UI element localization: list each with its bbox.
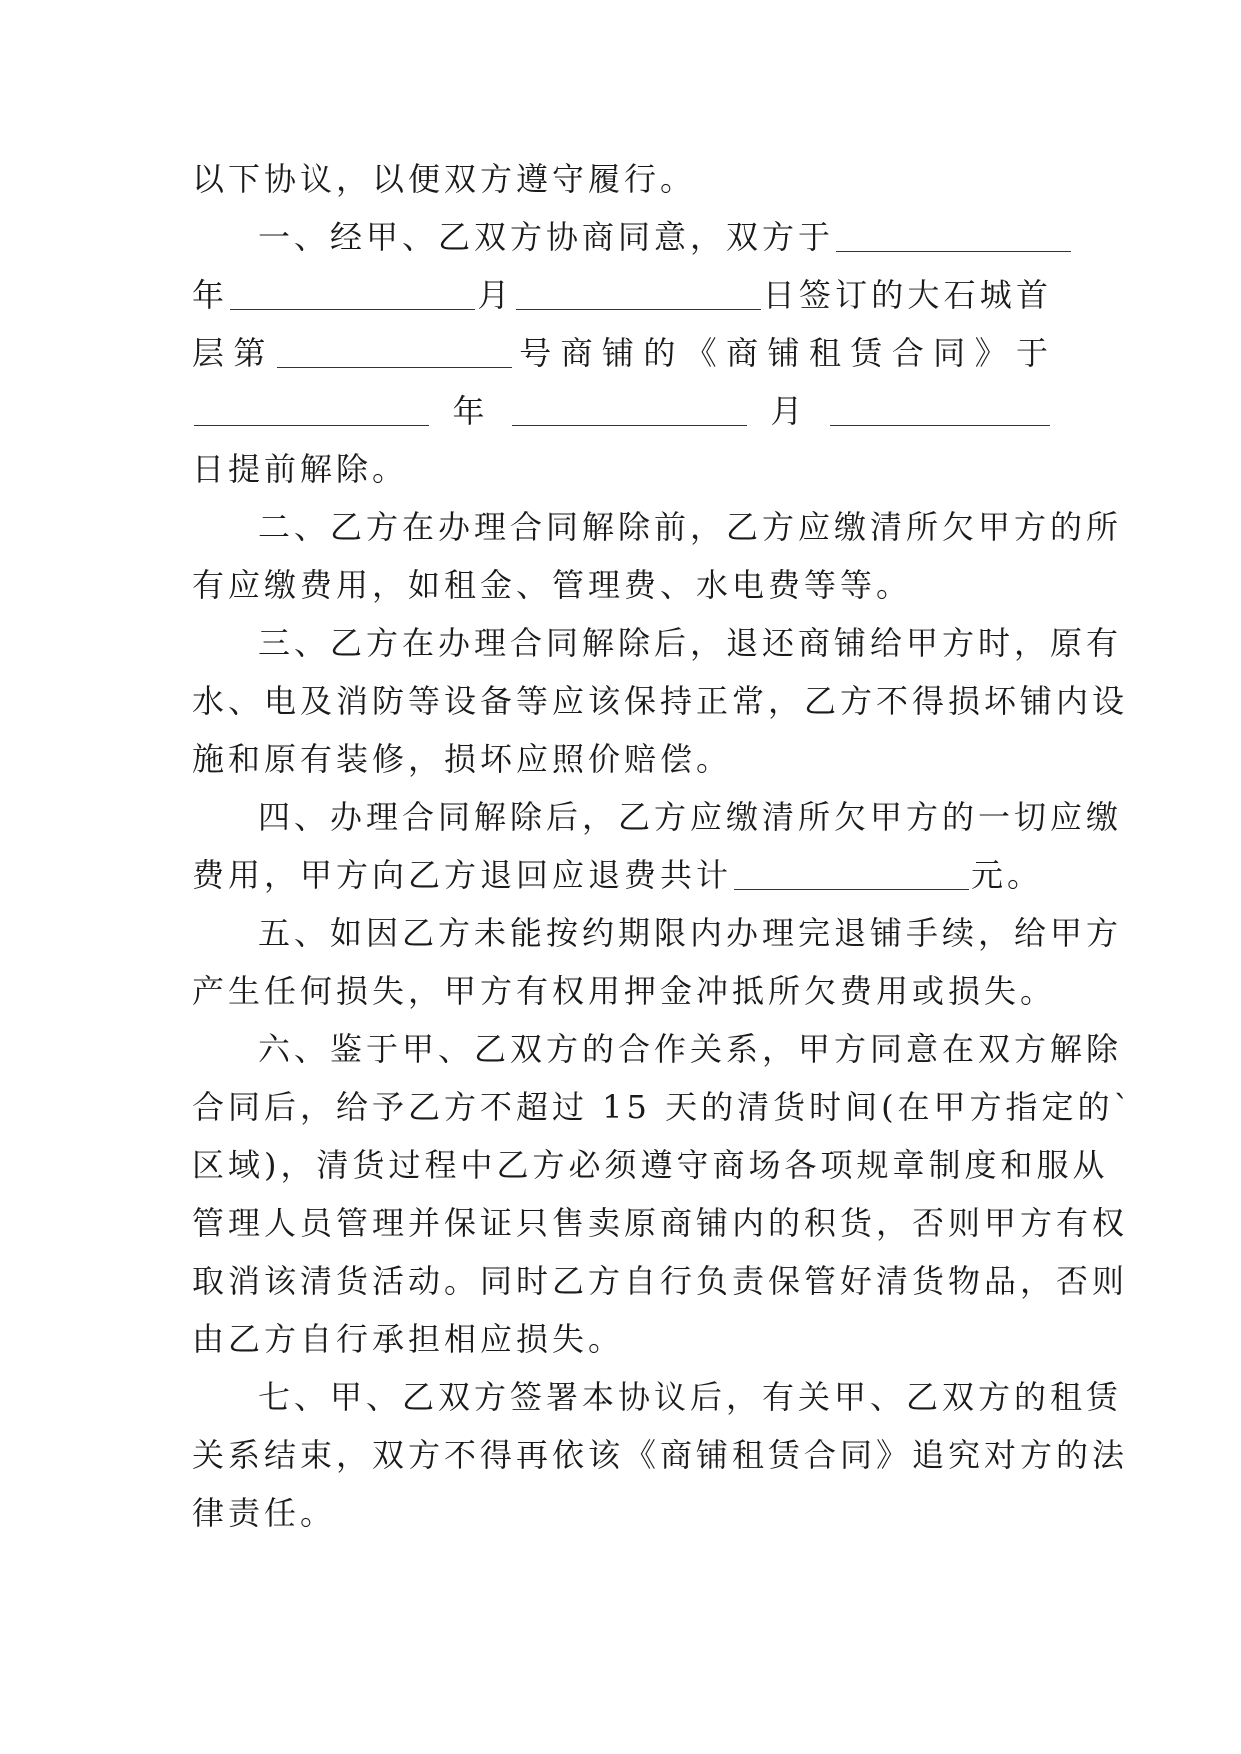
clause6-text-1: 六、鉴于甲、乙双方的合作关系，甲方同意在双方解除 bbox=[258, 1030, 1123, 1068]
blank-end-year-field[interactable] bbox=[194, 393, 429, 426]
clause1-line5 bbox=[192, 440, 1052, 498]
clause6-text-4: 管理人员管理并保证只售卖原商铺内的积货，否则甲方有权 bbox=[192, 1204, 1129, 1242]
clause6-line1 bbox=[192, 1020, 1123, 1078]
clause6-line4 bbox=[192, 1194, 1129, 1252]
year-label: 年 bbox=[192, 276, 229, 314]
day-label-text: 日签订的大石城首 bbox=[762, 276, 1052, 314]
clause5-text-1: 五、如因乙方未能按约期限内办理完退铺手续，给甲方 bbox=[258, 914, 1123, 952]
blank-end-day-field[interactable] bbox=[830, 393, 1050, 426]
clause6-text-6: 由乙方自行承担相应损失。 bbox=[192, 1320, 625, 1358]
clause4-line2 bbox=[192, 846, 1052, 904]
clause4-text-2: 费用，甲方向乙方退回应退费共计 bbox=[192, 856, 733, 894]
clause6-line3 bbox=[192, 1136, 1109, 1194]
clause5-text-2: 产生任何损失，甲方有权用押金冲抵所欠费用或损失。 bbox=[192, 972, 1057, 1010]
clause2-text-1: 二、乙方在办理合同解除前，乙方应缴清所欠甲方的所 bbox=[258, 508, 1123, 546]
clause6-line6 bbox=[192, 1310, 1052, 1368]
blank-month-field[interactable] bbox=[230, 277, 475, 310]
clause7-text-3: 律责任。 bbox=[192, 1494, 337, 1532]
clause3-line3 bbox=[192, 730, 1052, 788]
document-page bbox=[192, 150, 1134, 1542]
clause3-text-1: 三、乙方在办理合同解除后，退还商铺给甲方时，原有 bbox=[258, 624, 1123, 662]
intro-line bbox=[192, 150, 1052, 208]
clause3-line2 bbox=[192, 672, 1129, 730]
clause2-line1 bbox=[192, 498, 1123, 556]
clause6-text-3: 区域)，清货过程中乙方必须遵守商场各项规章制度和服从 bbox=[192, 1146, 1109, 1184]
clause5-line1 bbox=[192, 904, 1123, 962]
clause1-text: 一、经甲、乙双方协商同意，双方于 bbox=[258, 218, 835, 256]
month-label: 月 bbox=[477, 276, 514, 314]
clause6-line2 bbox=[192, 1078, 1134, 1136]
clause4-line1 bbox=[192, 788, 1123, 846]
clause5-line2 bbox=[192, 962, 1057, 1020]
floor-label: 层第 bbox=[192, 334, 275, 372]
clause7-line2 bbox=[192, 1426, 1129, 1484]
clause1-line3 bbox=[192, 324, 1052, 382]
clause2-text-2: 有应缴费用，如租金、管理费、水电费等等。 bbox=[192, 566, 913, 604]
clause6-line5 bbox=[192, 1252, 1129, 1310]
clause3-text-3: 施和原有装修，损坏应照价赔偿。 bbox=[192, 740, 733, 778]
clause4-text-1: 四、办理合同解除后，乙方应缴清所欠甲方的一切应缴 bbox=[258, 798, 1123, 836]
clause7-text-2: 关系结束，双方不得再依该《商铺租赁合同》追究对方的法 bbox=[192, 1436, 1129, 1474]
clause2-line2 bbox=[192, 556, 1052, 614]
clause3-line1 bbox=[192, 614, 1123, 672]
blank-refund-amount-field[interactable] bbox=[734, 857, 969, 890]
end-year-label: 年 bbox=[431, 392, 510, 430]
blank-shop-number-field[interactable] bbox=[277, 335, 512, 368]
intro-text: 以下协议，以便双方遵守履行。 bbox=[192, 160, 697, 198]
clause7-line1 bbox=[192, 1368, 1123, 1426]
end-month-label: 月 bbox=[749, 392, 828, 430]
clause6-text-2: 合同后，给予乙方不超过 15 天的清货时间(在甲方指定的` bbox=[192, 1088, 1134, 1126]
clause1-line4 bbox=[192, 382, 1052, 440]
clause1-line1 bbox=[192, 208, 1052, 266]
clause3-text-2: 水、电及消防等设备等应该保持正常，乙方不得损坏铺内设 bbox=[192, 682, 1129, 720]
shop-label-text: 号商铺的《商铺租赁合同》于 bbox=[513, 334, 1052, 372]
clause7-line3 bbox=[192, 1484, 1052, 1542]
blank-year-field[interactable] bbox=[836, 219, 1071, 252]
clause1-line2 bbox=[192, 266, 1052, 324]
clause7-text-1: 七、甲、乙双方签署本协议后，有关甲、乙双方的租赁 bbox=[258, 1378, 1123, 1416]
blank-end-month-field[interactable] bbox=[512, 393, 747, 426]
clause6-text-5: 取消该清货活动。同时乙方自行负责保管好清货物品，否则 bbox=[192, 1262, 1129, 1300]
clause4-text-3: 元。 bbox=[971, 856, 1044, 894]
blank-day-field[interactable] bbox=[516, 277, 761, 310]
clause1-end-text: 日提前解除。 bbox=[192, 450, 409, 488]
